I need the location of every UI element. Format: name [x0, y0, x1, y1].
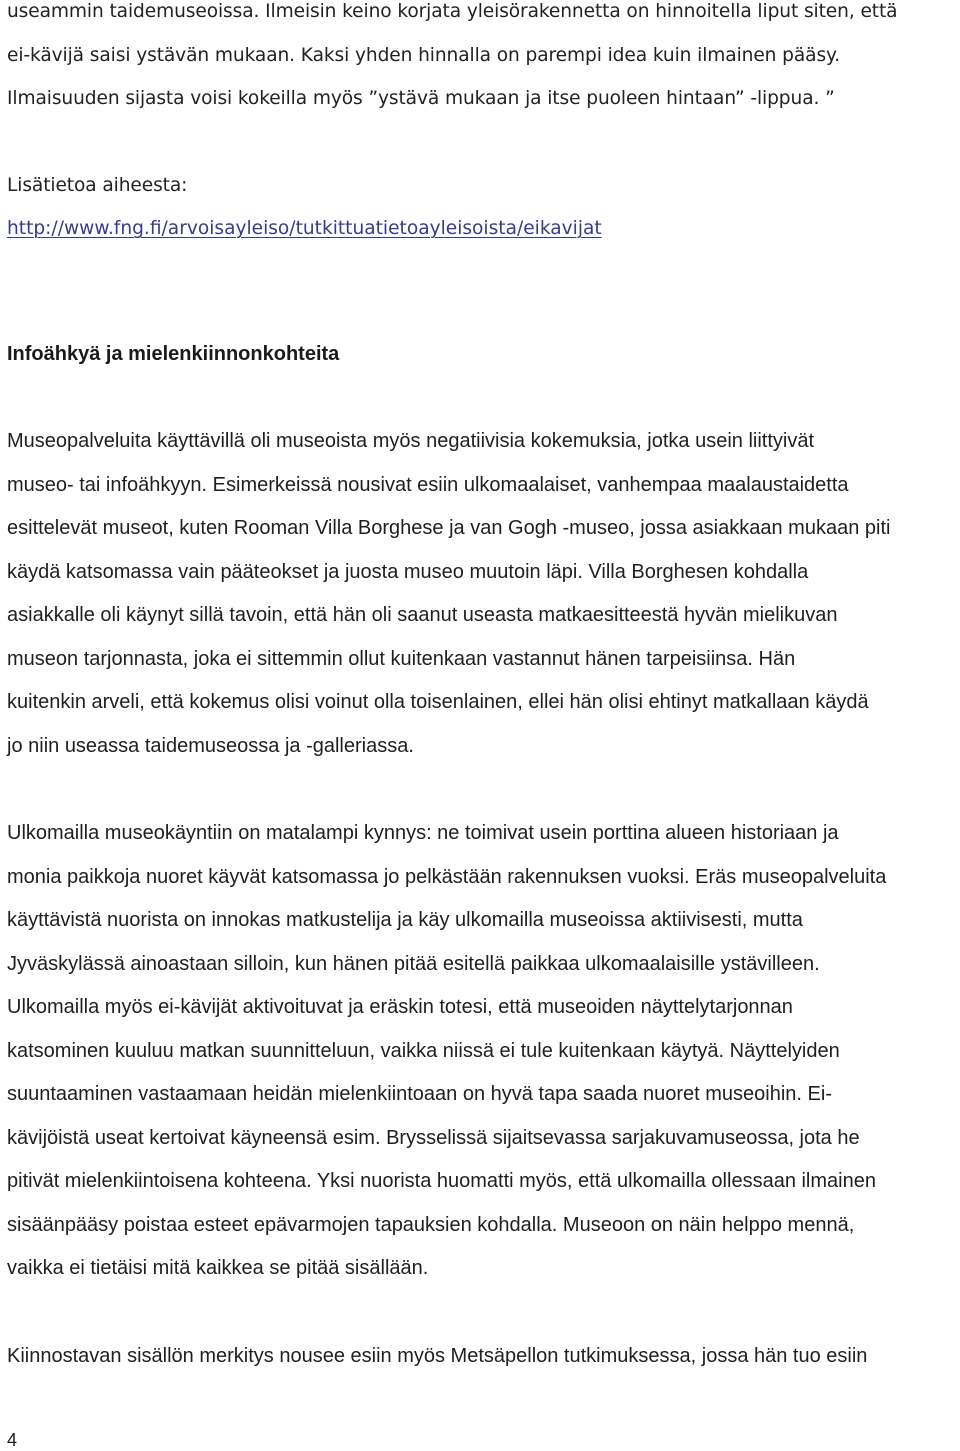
- intro-line: useammin taidemuseoissa. Ilmeisin keino korjata yleisörakennetta on hinnoitella liput siten, että: [7, 1, 898, 22]
- more-info-label: Lisätietoa aiheesta:: [7, 175, 188, 196]
- intro-line: ei-kävijä saisi ystävän mukaan. Kaksi yhden hinnalla on parempi idea kuin ilmainen pääsy.: [7, 45, 841, 66]
- paragraph-line: Museopalveluita käyttävillä oli museoista myös negatiivisia kokemuksia, jotka usein liittyivät: [7, 430, 815, 452]
- paragraph-line: esittelevät museot, kuten Rooman Villa Borghese ja van Gogh -museo, jossa asiakkaan mukaan piti: [7, 517, 891, 539]
- paragraph-line: monia paikkoja nuoret käyvät katsomassa jo pelkästään rakennuksen vuoksi. Eräs museopalveluita: [7, 866, 887, 888]
- paragraph-line: katsominen kuuluu matkan suunnitteluun, vaikka niissä ei tule kuitenkaan käytyä. Näyttelyiden: [7, 1040, 840, 1062]
- paragraph-line: Kiinnostavan sisällön merkitys nousee esiin myös Metsäpellon tutkimuksessa, jossa hän tuo esiin: [7, 1345, 868, 1367]
- paragraph-line: käydä katsomassa vain pääteokset ja juosta museo muutoin läpi. Villa Borghesen kohdalla: [7, 561, 809, 583]
- paragraph-line: pitivät mielenkiintoisena kohteena. Yksi nuorista huomatti myös, että ulkomailla ollessaan ilmainen: [7, 1170, 876, 1192]
- paragraph-line: Ulkomailla myös ei-kävijät aktivoituvat ja eräskin totesi, että museoiden näyttelytarjonnan: [7, 996, 793, 1018]
- paragraph-line: suuntaaminen vastaamaan heidän mielenkiintoaan on hyvä tapa saada nuoret museoihin. Ei-: [7, 1083, 832, 1105]
- more-info-link[interactable]: http://www.fng.fi/arvoisayleiso/tutkittuatietoayleisoista/eikavijat: [7, 218, 602, 239]
- paragraph-line: kävijöistä useat kertoivat käyneensä esim. Brysselissä sijaitsevassa sarjakuvamuseossa, jota he: [7, 1127, 860, 1149]
- paragraph-line: käyttävistä nuorista on innokas matkustelija ja käy ulkomailla museoissa aktiivisesti, mutta: [7, 909, 803, 931]
- section-heading: Infoähkyä ja mielenkiinnonkohteita: [7, 343, 340, 365]
- paragraph-line: asiakkalle oli käynyt sillä tavoin, että hän oli saanut useasta matkaesitteestä hyvän mielikuvan: [7, 604, 838, 626]
- intro-line: Ilmaisuuden sijasta voisi kokeilla myös ”ystävä mukaan ja itse puoleen hintaan” -lippua. ”: [7, 88, 835, 109]
- paragraph-line: museon tarjonnasta, joka ei sittemmin ollut kuitenkaan vastannut hänen tarpeisiinsa. Hän: [7, 648, 796, 670]
- paragraph-line: kuitenkin arveli, että kokemus olisi voinut olla toisenlainen, ellei hän olisi ehtinyt matkallaan käydä: [7, 691, 869, 713]
- paragraph-line: museo- tai infoähkyyn. Esimerkeissä nousivat esiin ulkomaalaiset, vanhempaa maalaustaidetta: [7, 474, 849, 496]
- paragraph-line: vaikka ei tietäisi mitä kaikkea se pitää sisällään.: [7, 1257, 429, 1279]
- paragraph-line: jo niin useassa taidemuseossa ja -galleriassa.: [7, 735, 414, 757]
- page-number: 4: [7, 1430, 18, 1450]
- paragraph-line: Jyväskylässä ainoastaan silloin, kun hänen pitää esitellä paikkaa ulkomaalaisille ystävilleen.: [7, 953, 820, 975]
- paragraph-line: sisäänpääsy poistaa esteet epävarmojen tapauksien kohdalla. Museoon on näin helppo mennä,: [7, 1214, 855, 1236]
- paragraph-line: Ulkomailla museokäyntiin on matalampi kynnys: ne toimivat usein porttina alueen historiaan ja: [7, 822, 839, 844]
